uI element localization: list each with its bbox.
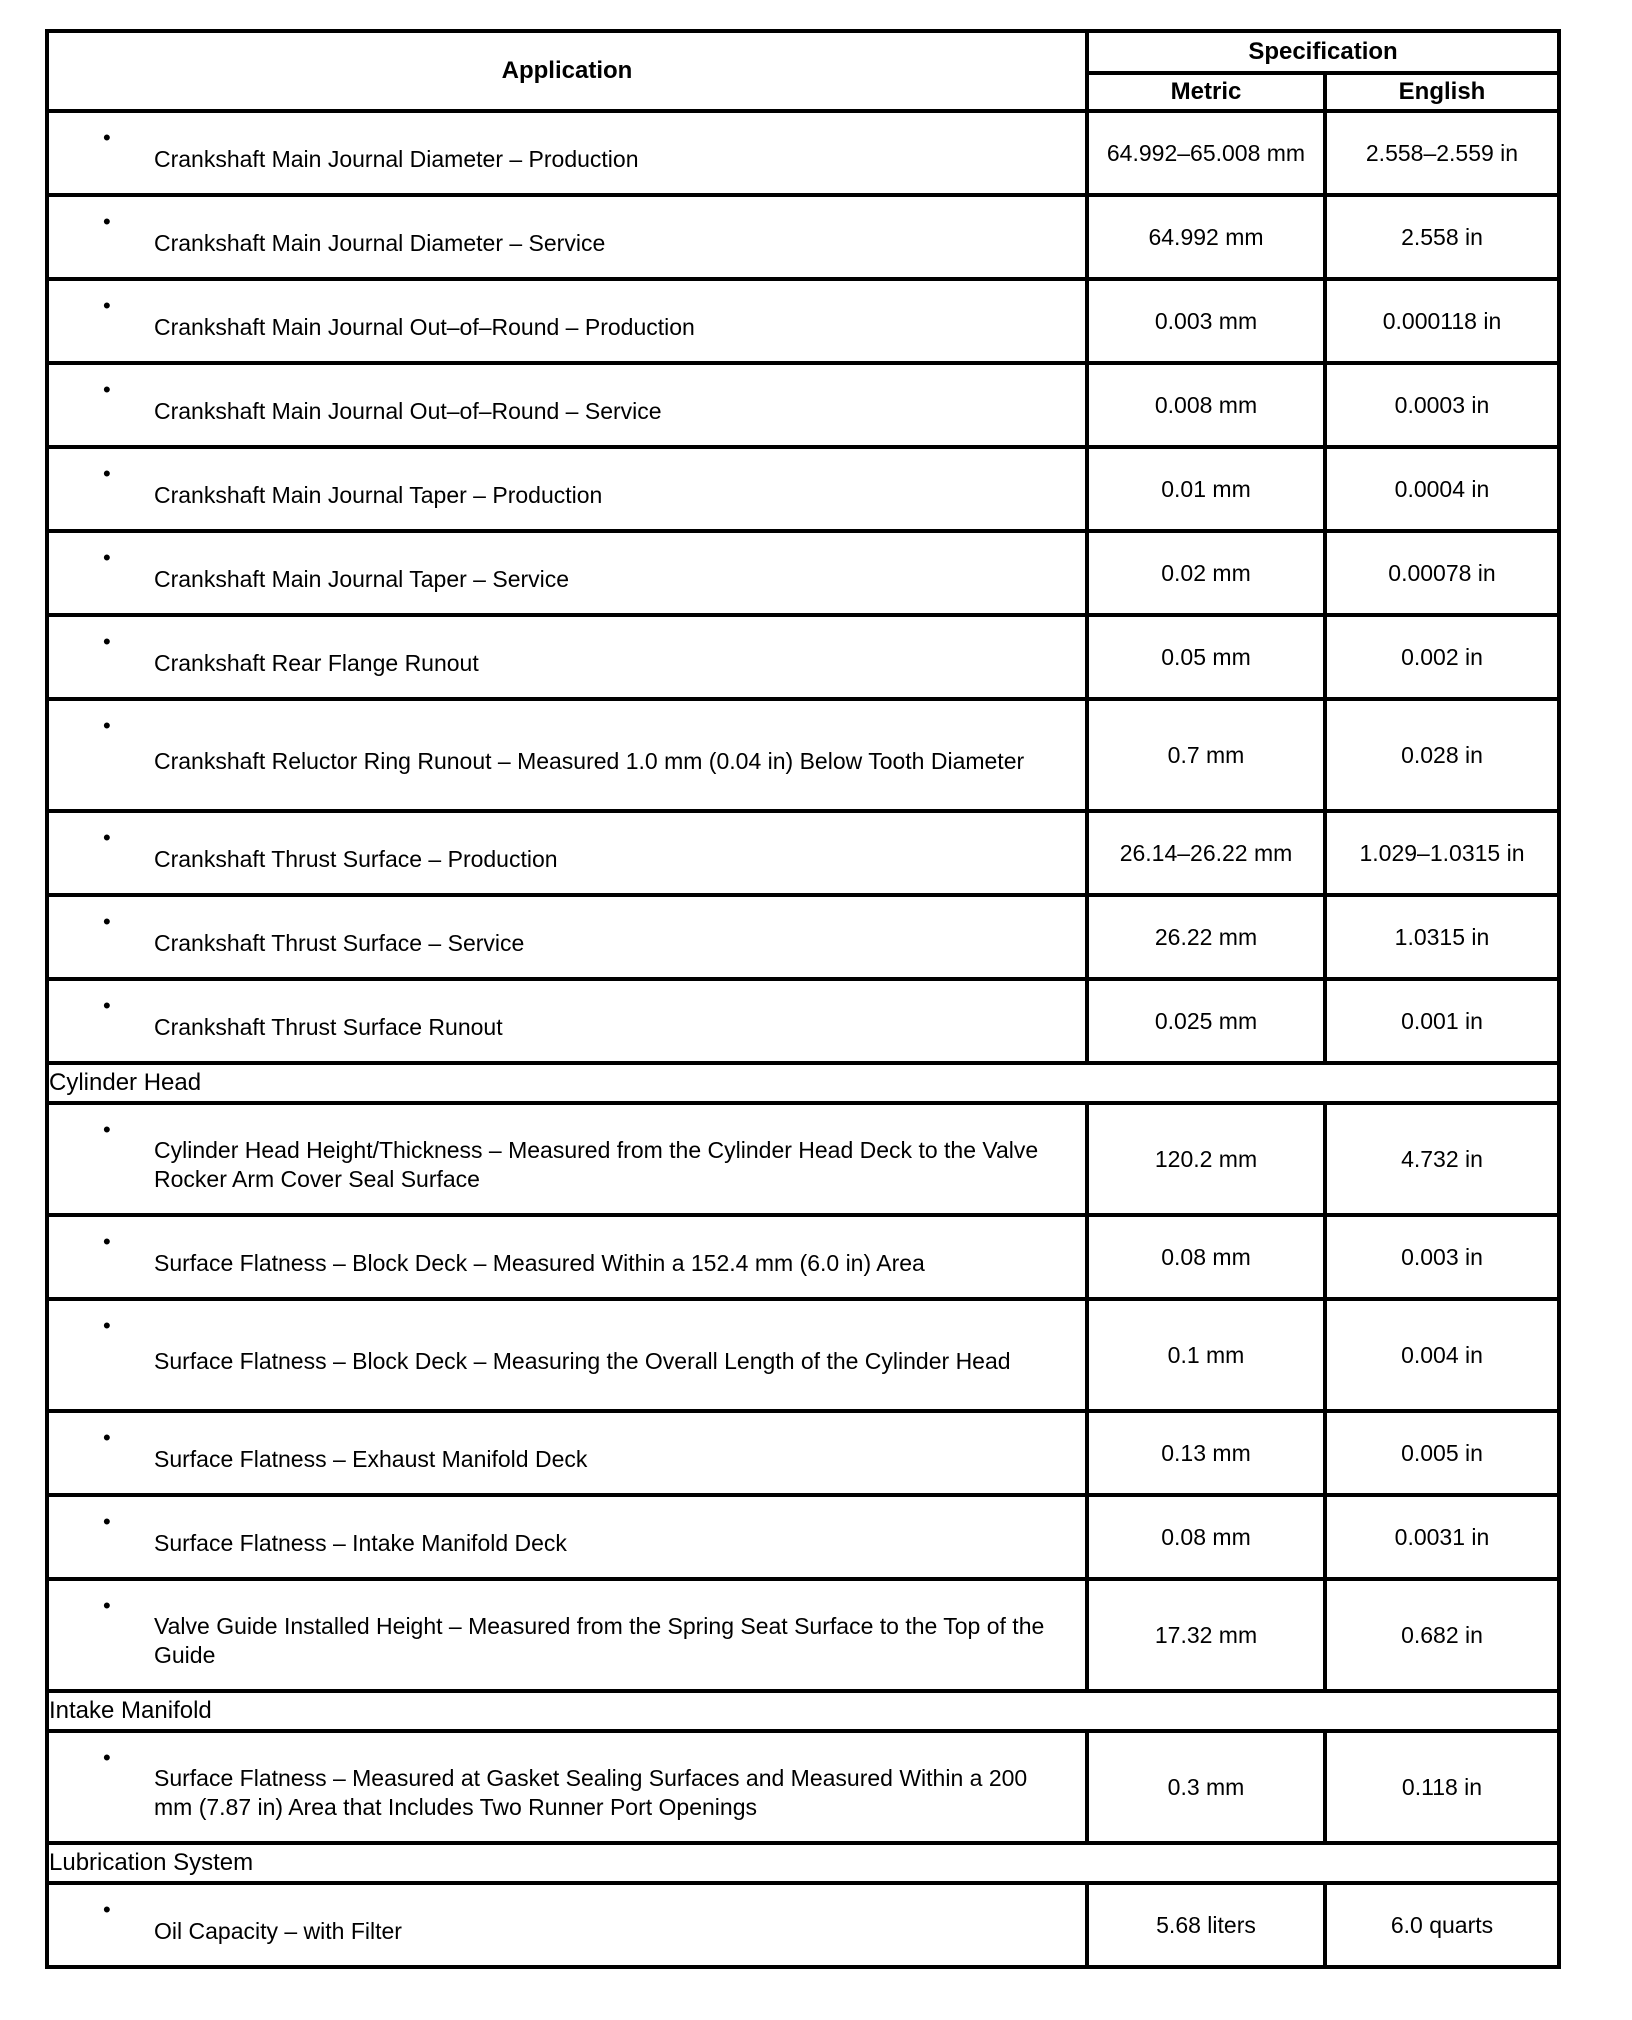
metric-cell: 0.08 mm xyxy=(1087,1215,1325,1299)
table-row xyxy=(47,279,1559,363)
metric-cell: 26.14–26.22 mm xyxy=(1087,811,1325,895)
metric-header: Metric xyxy=(1087,73,1325,111)
application-text: Crankshaft Rear Flange Runout xyxy=(154,649,479,676)
application-cell xyxy=(47,811,1087,895)
application-text: Crankshaft Thrust Surface – Production xyxy=(154,845,558,872)
application-cell xyxy=(47,1495,1087,1579)
section-title-cylinder-head: Cylinder Head xyxy=(47,1063,1559,1103)
metric-cell: 0.08 mm xyxy=(1087,1495,1325,1579)
metric-cell: 0.13 mm xyxy=(1087,1411,1325,1495)
bullet: • xyxy=(103,377,111,402)
table-row xyxy=(47,1495,1559,1579)
application-text: Oil Capacity – with Filter xyxy=(154,1917,402,1944)
table-row xyxy=(47,447,1559,531)
english-cell: 2.558 in xyxy=(1325,195,1559,279)
metric-cell: 0.01 mm xyxy=(1087,447,1325,531)
specification-header: Specification xyxy=(1087,31,1559,73)
metric-cell: 0.003 mm xyxy=(1087,279,1325,363)
application-cell xyxy=(47,1411,1087,1495)
english-cell: 0.0004 in xyxy=(1325,447,1559,531)
metric-cell: 0.1 mm xyxy=(1087,1299,1325,1411)
application-text: Valve Guide Installed Height – Measured from the Spring Seat Surface to the Top of the Guide xyxy=(154,1613,1045,1668)
application-text: Crankshaft Main Journal Diameter – Service xyxy=(154,229,606,256)
english-cell: 2.558–2.559 in xyxy=(1325,111,1559,195)
application-text: Surface Flatness – Intake Manifold Deck xyxy=(154,1529,567,1556)
application-text: Crankshaft Main Journal Taper – Production xyxy=(154,481,603,508)
application-text: Crankshaft Thrust Surface – Service xyxy=(154,929,525,956)
application-text: Crankshaft Main Journal Taper – Service xyxy=(154,565,570,592)
section-title-lubrication-system: Lubrication System xyxy=(47,1843,1559,1883)
bullet: • xyxy=(103,713,111,738)
application-text: Surface Flatness – Block Deck – Measuring the Overall Length of the Cylinder Head xyxy=(154,1347,1011,1374)
table-row xyxy=(47,111,1559,195)
table-row xyxy=(47,531,1559,615)
application-cell xyxy=(47,979,1087,1063)
application-cell xyxy=(47,1883,1087,1967)
table-row xyxy=(47,1579,1559,1691)
metric-cell: 5.68 liters xyxy=(1087,1883,1325,1967)
metric-cell: 0.025 mm xyxy=(1087,979,1325,1063)
bullet: • xyxy=(103,545,111,570)
header-row-top xyxy=(47,31,1559,73)
application-text: Surface Flatness – Block Deck – Measured Within a 152.4 mm (6.0 in) Area xyxy=(154,1249,925,1276)
table-row xyxy=(47,363,1559,447)
bullet: • xyxy=(103,993,111,1018)
application-cell xyxy=(47,111,1087,195)
english-cell: 1.0315 in xyxy=(1325,895,1559,979)
english-cell: 0.682 in xyxy=(1325,1579,1559,1691)
bullet: • xyxy=(103,1117,111,1142)
application-text: Crankshaft Thrust Surface Runout xyxy=(154,1013,503,1040)
table-row xyxy=(47,699,1559,811)
metric-cell: 0.05 mm xyxy=(1087,615,1325,699)
table-row xyxy=(47,1215,1559,1299)
application-text: Crankshaft Reluctor Ring Runout – Measured 1.0 mm (0.04 in) Below Tooth Diameter xyxy=(154,747,1025,774)
bullet: • xyxy=(103,1745,111,1770)
table-row xyxy=(47,811,1559,895)
application-cell xyxy=(47,1215,1087,1299)
metric-cell: 26.22 mm xyxy=(1087,895,1325,979)
section-row xyxy=(47,1691,1559,1731)
application-text: Surface Flatness – Measured at Gasket Sealing Surfaces and Measured Within a 200 mm (7.87 in) Area that Includes Two Runner Port Openings xyxy=(154,1765,1028,1820)
metric-cell: 120.2 mm xyxy=(1087,1103,1325,1215)
application-cell xyxy=(47,895,1087,979)
metric-cell: 0.3 mm xyxy=(1087,1731,1325,1843)
bullet: • xyxy=(103,1897,111,1922)
table-row xyxy=(47,1299,1559,1411)
bullet: • xyxy=(103,825,111,850)
metric-cell: 0.008 mm xyxy=(1087,363,1325,447)
metric-cell: 64.992 mm xyxy=(1087,195,1325,279)
bullet: • xyxy=(103,209,111,234)
table-row xyxy=(47,895,1559,979)
application-cell xyxy=(47,1299,1087,1411)
application-cell xyxy=(47,279,1087,363)
specification-table xyxy=(45,29,1561,1969)
bullet: • xyxy=(103,1425,111,1450)
section-title-intake-manifold: Intake Manifold xyxy=(47,1691,1559,1731)
bullet: • xyxy=(103,293,111,318)
table-row xyxy=(47,615,1559,699)
english-header: English xyxy=(1325,73,1559,111)
english-cell: 0.118 in xyxy=(1325,1731,1559,1843)
bullet: • xyxy=(103,629,111,654)
english-cell: 0.000118 in xyxy=(1325,279,1559,363)
table-row xyxy=(47,1103,1559,1215)
table-row xyxy=(47,1731,1559,1843)
bullet: • xyxy=(103,1509,111,1534)
english-cell: 4.732 in xyxy=(1325,1103,1559,1215)
application-text: Crankshaft Main Journal Out–of–Round – Service xyxy=(154,397,662,424)
metric-cell: 0.7 mm xyxy=(1087,699,1325,811)
bullet: • xyxy=(103,125,111,150)
bullet: • xyxy=(103,461,111,486)
application-text: Crankshaft Main Journal Out–of–Round – Production xyxy=(154,313,695,340)
table-row xyxy=(47,1411,1559,1495)
bullet: • xyxy=(103,1229,111,1254)
section-row xyxy=(47,1843,1559,1883)
english-cell: 6.0 quarts xyxy=(1325,1883,1559,1967)
metric-cell: 64.992–65.008 mm xyxy=(1087,111,1325,195)
application-text: Cylinder Head Height/Thickness – Measured from the Cylinder Head Deck to the Valve Rocker Arm Cover Seal Surface xyxy=(154,1137,1039,1192)
english-cell: 0.0031 in xyxy=(1325,1495,1559,1579)
english-cell: 0.0003 in xyxy=(1325,363,1559,447)
section-row xyxy=(47,1063,1559,1103)
table-row xyxy=(47,1883,1559,1967)
application-cell xyxy=(47,195,1087,279)
english-cell: 0.001 in xyxy=(1325,979,1559,1063)
application-cell xyxy=(47,1731,1087,1843)
english-cell: 0.004 in xyxy=(1325,1299,1559,1411)
bullet: • xyxy=(103,909,111,934)
english-cell: 0.028 in xyxy=(1325,699,1559,811)
application-cell xyxy=(47,615,1087,699)
application-cell xyxy=(47,1579,1087,1691)
application-cell xyxy=(47,363,1087,447)
application-cell xyxy=(47,447,1087,531)
table-row xyxy=(47,195,1559,279)
application-text: Surface Flatness – Exhaust Manifold Deck xyxy=(154,1445,588,1472)
application-text: Crankshaft Main Journal Diameter – Production xyxy=(154,145,639,172)
english-cell: 0.005 in xyxy=(1325,1411,1559,1495)
application-cell xyxy=(47,1103,1087,1215)
metric-cell: 17.32 mm xyxy=(1087,1579,1325,1691)
table-row xyxy=(47,979,1559,1063)
english-cell: 0.00078 in xyxy=(1325,531,1559,615)
english-cell: 1.029–1.0315 in xyxy=(1325,811,1559,895)
english-cell: 0.002 in xyxy=(1325,615,1559,699)
metric-cell: 0.02 mm xyxy=(1087,531,1325,615)
specification-sheet xyxy=(45,29,1561,1969)
english-cell: 0.003 in xyxy=(1325,1215,1559,1299)
bullet: • xyxy=(103,1313,111,1338)
bullet: • xyxy=(103,1593,111,1618)
application-cell xyxy=(47,699,1087,811)
application-header: Application xyxy=(47,31,1087,111)
application-cell xyxy=(47,531,1087,615)
